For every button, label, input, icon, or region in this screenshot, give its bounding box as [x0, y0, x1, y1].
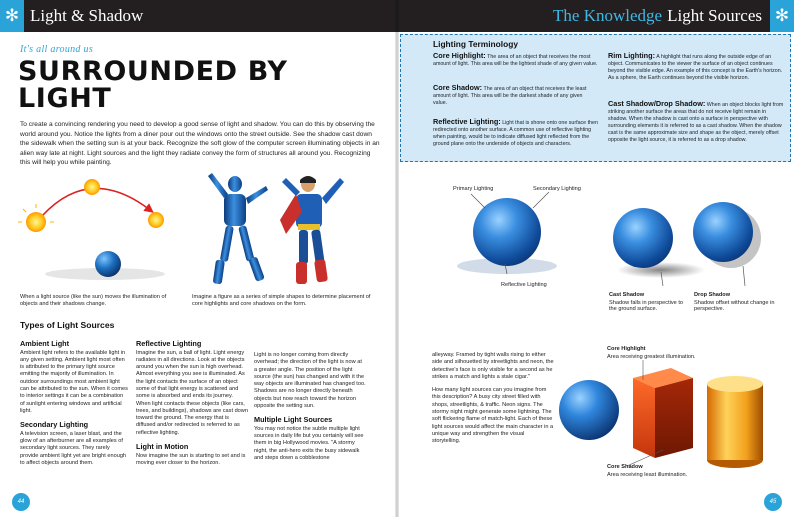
paragraph-reflective-lighting: Imagine the sun, a ball of light. Light energy radiates in all directions. Look at the objects around you when the sun is high overhead. Almost everything you see is illuminated. As the light contacts the surface of an object some of that light energy is scattered and some is absorbed and ends its journey. When light contacts these objects (like cars, trees, and buildings), shadows are cast down toward the ground. The energy that is diffused and/or redirected is referred to as reflective lighting. — [136, 349, 248, 436]
term-text: The area of an object that receives the least amount of light. This area will be the darkest shade of any given value. — [433, 86, 587, 106]
snowflake-icon: ✻ — [0, 0, 24, 32]
heading-reflective-lighting: Reflective Lighting — [136, 339, 202, 348]
hero-figure — [280, 176, 344, 284]
left-header-title: Light & Shadow — [30, 6, 144, 25]
term-text: The area of an object that receives the most amount of light. This area will be the lightest shade of any given value. — [433, 54, 598, 67]
term-name: Core Highlight: — [433, 51, 486, 60]
sphere — [95, 251, 121, 277]
caption-sun: When a light source (like the sun) moves the illumination of objects and their shadows change. — [20, 294, 167, 308]
label-cast-shadow: Cast Shadow — [609, 292, 645, 298]
form-shapes-illustration — [547, 350, 792, 490]
heading-multiple-light-sources: Multiple Light Sources — [254, 415, 333, 425]
intro-paragraph: To create a convincing rendering you need to develop a good sense of light and shadow. You can do this by observing the world around you. Notice the lights from a diner pour out the windows onto the street outside. See the shadow cast down the sidewalk when the setting sun is at your back. Recognize the soft glow of the computer screen illuminating objects in an alien way late at night. Light sources and the light they radiate convey the form of structures all around you. Recognizing this will help you while painting. — [20, 121, 380, 167]
sphere — [559, 380, 619, 440]
term-core-highlight — [433, 53, 598, 68]
page-title: SURROUNDED BY LIGHT — [18, 56, 288, 114]
paragraph-secondary-lighting: A television screen, a laser blast, and the glow of an afterburner are all examples of secondary light sources. They rarely provide ambient light yet are bright enough to affect objects around them. — [20, 430, 127, 466]
sphere — [473, 198, 541, 266]
sun-arc-illustration — [10, 172, 170, 284]
heading-light-in-motion: Light in Motion — [136, 442, 189, 452]
terminology-heading: Lighting Terminology — [433, 39, 518, 49]
sphere-lighting-illustration — [447, 180, 787, 300]
label-core-shadow: Core Shadow — [607, 464, 643, 470]
cube — [633, 368, 693, 458]
section-title: Types of Light Sources — [20, 320, 115, 330]
sphere — [613, 208, 673, 268]
right-page — [397, 0, 794, 517]
page-number-left: 44 — [12, 493, 30, 511]
term-name: Reflective Lighting: — [433, 117, 501, 126]
sphere — [693, 202, 753, 262]
term-name: Rim Lighting: — [608, 51, 656, 60]
term-name: Core Shadow: — [433, 83, 483, 92]
column-1 — [20, 340, 128, 473]
cylinder — [707, 376, 763, 468]
tagline: It's all around us — [20, 44, 94, 55]
label-reflective-lighting: Reflective Lighting — [501, 282, 547, 288]
label-core-shadow-desc: Area receiving least illumination. — [607, 472, 688, 478]
label-primary-lighting: Primary Lighting — [453, 186, 494, 192]
label-core-highlight: Core Highlight — [607, 346, 646, 352]
term-text: Light that is shone onto one surface then redirected onto another surface. A common use of reflective lighting when painting, would be to indicate diffused light reflected from the ground plane onto the underside of objects and characters. — [433, 120, 598, 147]
heading-ambient-light: Ambient Light — [20, 339, 70, 348]
term-cast-drop-shadow — [608, 101, 784, 143]
paragraph-imagine-light-sources: How many light sources can you imagine from this description? A busy city street filled with shops, streetlights, & traffic. Neon signs. The stormy night might generate some lightning. The soft flickering flame of match-light. Each of these light sources would affect the main character in a unique way and strengthen the visual storytelling. — [432, 387, 554, 445]
sun-icon — [84, 179, 100, 195]
term-rim-lighting — [608, 53, 784, 82]
term-text: A highlight that runs along the outside edge of an object. Communicates to the viewer the surface of an object continues beyond the visible edge. An example of this concept is the Earth's horizon. As a sphere, the Earth continues beyond the visible horizon. — [608, 54, 783, 81]
label-core-highlight-desc: Area receiving greatest illumination. — [607, 354, 696, 360]
mannequin-figure — [208, 173, 268, 284]
term-core-shadow — [433, 85, 598, 107]
term-text: When an object blocks light from striking another surface the areas that do not receive light remain in shadow. When the shadow is cast onto a surface in perspective with surrounding elements it is referred to as a cast shadow. When the shadow cast is the same approximate size and shape as the object, merely offset opposite the light source, it is referred to as a drop shadow. — [608, 102, 784, 143]
label-secondary-lighting: Secondary Lighting — [533, 186, 581, 192]
sun-icon — [26, 212, 46, 232]
right-header-title: Light Sources — [667, 6, 762, 25]
figure-illustration — [190, 172, 362, 290]
paragraph-light-in-motion: Now imagine the sun is starting to set and is moving ever closer to the horizon. — [136, 452, 246, 466]
book-gutter — [395, 0, 399, 517]
term-reflective-lighting — [433, 119, 598, 148]
snowflake-icon: ✻ — [770, 0, 794, 32]
column-4 — [432, 352, 554, 452]
column-2 — [136, 340, 248, 473]
paragraph-multiple-light-sources: You may not notice the subtle multiple light sources in daily life but you certainly will see them in big Hollywood movies. "A stormy night, the anti-hero exits the busy sidewalk and steps down a cobblestone — [254, 425, 364, 462]
caption-figure: Imagine a figure as a series of simple shapes to determine placement of core highlights and core shadows on the form. — [192, 294, 371, 308]
paragraph-alleyway: alleyway. Framed by tight walls rising to either side and silhouetted by streetlights and neon, the detective's face is only visible for a second as he strikes a match and lights a stale cigar." — [432, 352, 554, 380]
lighting-terminology-box — [400, 34, 791, 162]
label-cast-shadow-desc: Shadow falls in perspective to the ground surface. — [609, 300, 684, 312]
label-drop-shadow-desc: Shadow offset without change in perspective. — [694, 300, 775, 312]
column-3 — [254, 352, 366, 468]
right-header-bar — [397, 0, 794, 32]
right-header-highlight: The Knowledge — [553, 6, 663, 25]
page-number-right: 45 — [764, 493, 782, 511]
paragraph-light-direction: Light is no longer coming from directly overhead; the direction of the light is now at a greater angle. The position of the light source (the sun) has changed and with it the way objects are illuminated has changed too. Shadows are no longer directly beneath objects but now reach toward the horizon opposite the setting sun. — [254, 352, 366, 410]
label-drop-shadow: Drop Shadow — [694, 292, 731, 298]
sun-icon — [148, 212, 164, 228]
term-name: Cast Shadow/Drop Shadow: — [608, 99, 706, 108]
paragraph-ambient-light: Ambient light refers to the available light in any given setting. Ambient light most often is attributed to the primary light source emitting the majority of illumination. In outdoor surroundings most ambient light can be attributed to the sun. When it comes to interior settings it can be a combination of sunlight entering windows and artificial light. — [20, 349, 128, 414]
left-header-bar — [0, 0, 397, 32]
heading-secondary-lighting: Secondary Lighting — [20, 420, 89, 430]
